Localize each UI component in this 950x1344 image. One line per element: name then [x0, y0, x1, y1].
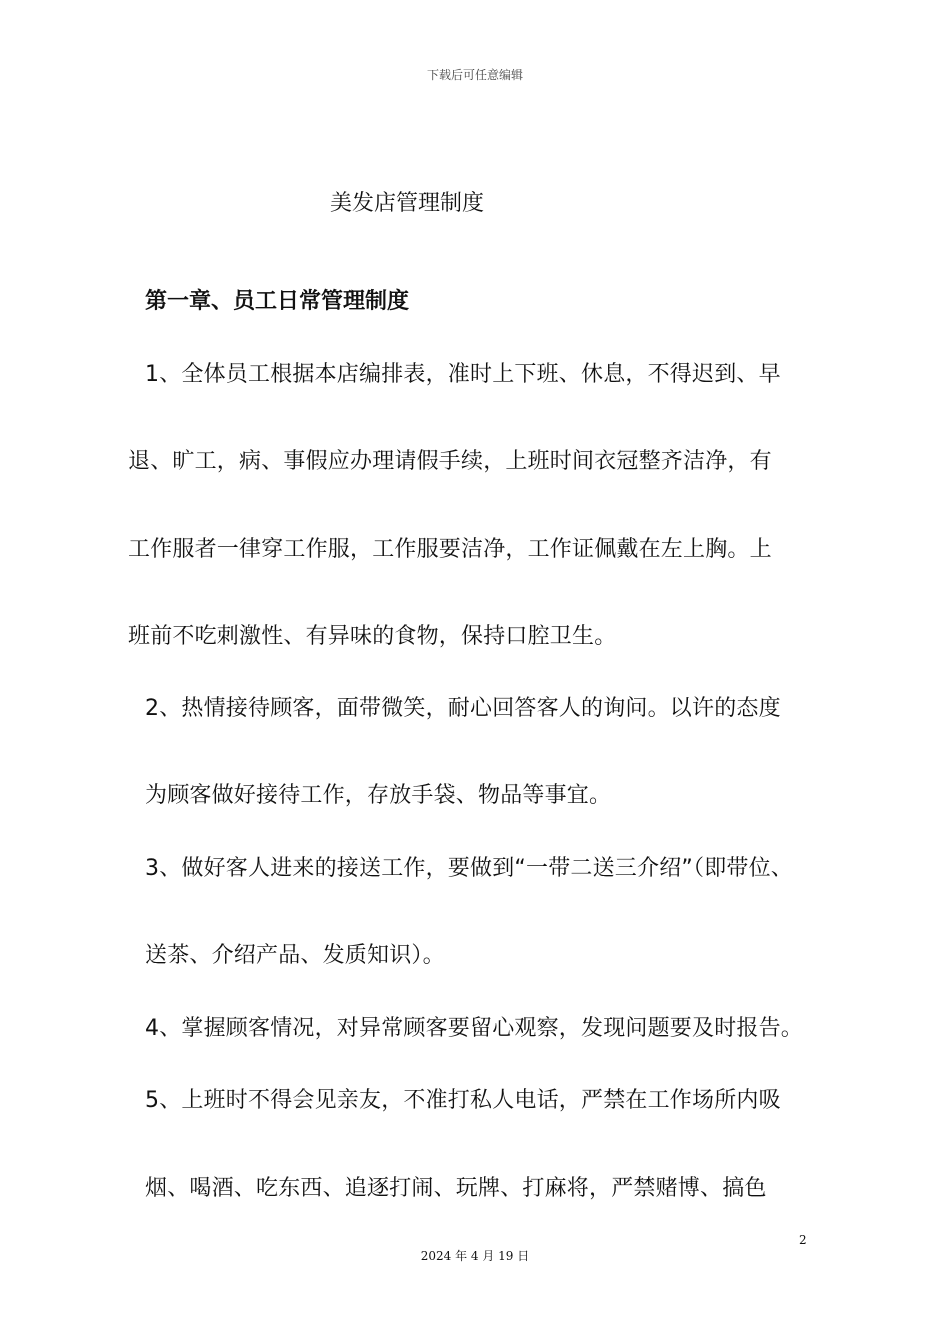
- footer-date: 2024 年 4 月 19 日: [420, 1249, 530, 1263]
- body-line: 4、掌握顾客情况，对异常顾客要留心观察，发现问题要及时报告。: [145, 1016, 803, 1041]
- body-line: 退、旷工，病、事假应办理请假手续，上班时间衣冠整齐洁净，有: [128, 449, 772, 474]
- body-line: 5、上班时不得会见亲友，不准打私人电话，严禁在工作场所内吸: [145, 1088, 781, 1113]
- body-line: 2、热情接待顾客，面带微笑，耐心回答客人的询问。以许的态度: [145, 696, 781, 721]
- body-line: 工作服者一律穿工作服，工作服要洁净，工作证佩戴在左上胸。上: [128, 537, 772, 562]
- body-line: 1、全体员工根据本店编排表，准时上下班、休息，不得迟到、早: [145, 362, 781, 387]
- body-line: 送茶、介绍产品、发质知识）。: [145, 943, 445, 968]
- chapter-heading: 第一章、员工日常管理制度: [145, 289, 410, 314]
- body-line: 烟、喝酒、吃东西、追逐打闹、玩牌、打麻将，严禁赌博、搞色: [145, 1176, 767, 1201]
- header-note: 下载后可任意编辑: [426, 68, 523, 82]
- document-title: 美发店管理制度: [330, 191, 485, 216]
- body-line: 班前不吃刺激性、有异味的食物，保持口腔卫生。: [128, 624, 617, 649]
- body-line: 为顾客做好接待工作，存放手袋、物品等事宜。: [145, 783, 612, 808]
- body-line: 3、做好客人进来的接送工作，要做到“一带二送三介绍”（即带位、: [145, 856, 793, 881]
- page-number: 2: [799, 1233, 807, 1247]
